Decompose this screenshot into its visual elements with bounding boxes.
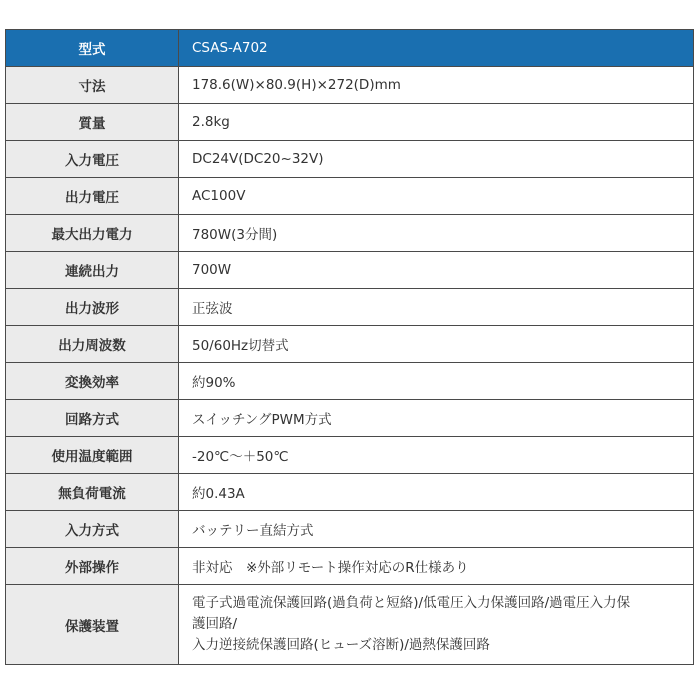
- spec-value: 約90%: [179, 363, 694, 400]
- spec-row: [6, 67, 694, 104]
- spec-value: 約0.43A: [179, 474, 694, 511]
- spec-row: [6, 326, 694, 363]
- spec-table: [5, 29, 694, 665]
- spec-label: 入力方式: [6, 511, 179, 548]
- spec-label: 入力電圧: [6, 141, 179, 178]
- spec-label: 出力周波数: [6, 326, 179, 363]
- spec-value-line: 入力逆接続保護回路(ヒューズ溶断)/過熱保護回路: [192, 637, 490, 653]
- spec-value-line: 電子式過電流保護回路(過負荷と短絡)/低電圧入力保護回路/過電圧入力保: [192, 595, 631, 611]
- spec-label: 回路方式: [6, 400, 179, 437]
- spec-value: 非対応 ※外部リモート操作対応のR仕様あり: [179, 548, 694, 585]
- spec-label: 質量: [6, 104, 179, 141]
- spec-label: 保護装置: [6, 585, 179, 665]
- spec-row: [6, 400, 694, 437]
- spec-row: [6, 474, 694, 511]
- spec-value: 正弦波: [179, 289, 694, 326]
- spec-value: 700W: [179, 252, 694, 289]
- spec-value: 780W(3分間): [179, 215, 694, 252]
- spec-row-header: [6, 30, 694, 67]
- spec-label: 出力電圧: [6, 178, 179, 215]
- spec-value: スイッチングPWM方式: [179, 400, 694, 437]
- spec-label: 寸法: [6, 67, 179, 104]
- spec-value: バッテリー直結方式: [179, 511, 694, 548]
- spec-label: 使用温度範囲: [6, 437, 179, 474]
- spec-value: CSAS-A702: [179, 30, 694, 67]
- spec-value: 2.8kg: [179, 104, 694, 141]
- spec-value: AC100V: [179, 178, 694, 215]
- spec-value: 178.6(W)×80.9(H)×272(D)mm: [179, 67, 694, 104]
- spec-row: [6, 141, 694, 178]
- spec-value: -20℃～＋50℃: [179, 437, 694, 474]
- spec-row-protection: [6, 585, 694, 665]
- spec-row: [6, 363, 694, 400]
- spec-row: [6, 437, 694, 474]
- spec-row: [6, 104, 694, 141]
- spec-label: 連続出力: [6, 252, 179, 289]
- spec-row: [6, 511, 694, 548]
- spec-row: [6, 215, 694, 252]
- spec-label: 変換効率: [6, 363, 179, 400]
- spec-label: 外部操作: [6, 548, 179, 585]
- spec-row: [6, 289, 694, 326]
- spec-value-multiline: [179, 585, 694, 665]
- spec-label: 出力波形: [6, 289, 179, 326]
- spec-value: DC24V(DC20~32V): [179, 141, 694, 178]
- spec-value: 50/60Hz切替式: [179, 326, 694, 363]
- spec-label: 無負荷電流: [6, 474, 179, 511]
- spec-label: 最大出力電力: [6, 215, 179, 252]
- spec-row: [6, 548, 694, 585]
- spec-row: [6, 252, 694, 289]
- spec-value-line: 護回路/: [192, 616, 238, 632]
- spec-label: 型式: [6, 30, 179, 67]
- spec-row: [6, 178, 694, 215]
